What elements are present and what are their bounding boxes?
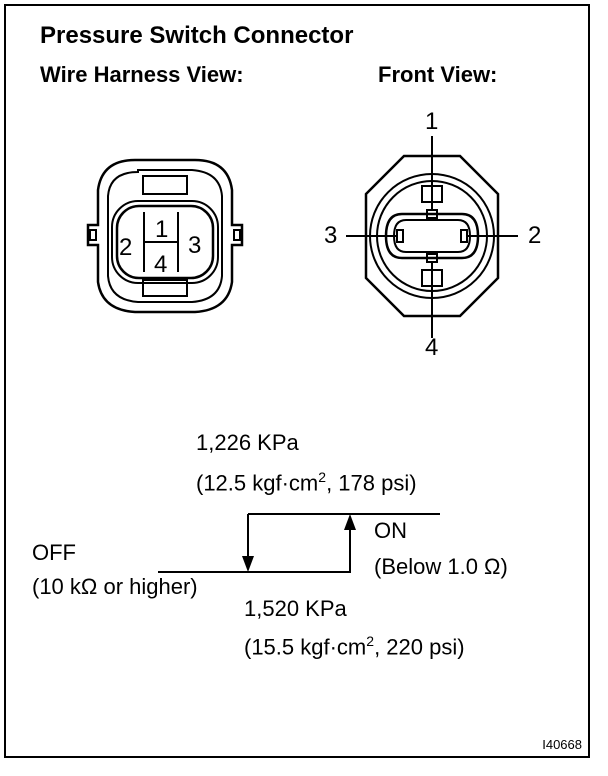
on-resistance-label: (Below 1.0 Ω)	[374, 554, 508, 579]
arrow-up-icon	[344, 514, 356, 530]
off-resistance-label: (10 kΩ or higher)	[32, 574, 198, 599]
harness-pin-1: 1	[155, 216, 169, 243]
harness-pin-3: 3	[188, 232, 202, 259]
front-view-connector	[346, 136, 518, 338]
front-pin-4: 4	[425, 334, 439, 361]
harness-pin-4: 4	[154, 251, 168, 278]
harness-pin-2: 2	[119, 234, 133, 261]
lower-pressure-units: (15.5 $kgf\cdot cm^2$, 220 psi)	[244, 633, 465, 660]
arrow-down-icon	[242, 556, 254, 572]
off-label: OFF	[32, 540, 76, 565]
lower-pressure-label: 1,520 KPa	[244, 596, 347, 621]
front-view-label: Front View:	[378, 62, 498, 87]
diagram-title: Pressure Switch Connector	[40, 22, 354, 49]
wire-harness-view-label: Wire Harness View:	[40, 62, 244, 87]
front-pin-2: 2	[528, 222, 542, 249]
figure-code: I40668	[542, 737, 582, 752]
upper-pressure-label: 1,226 KPa	[196, 430, 299, 455]
upper-pressure-units: (12.5 $kgf\cdot cm^2$, 178 psi)	[196, 469, 417, 496]
on-label: ON	[374, 518, 407, 543]
front-pin-1: 1	[425, 108, 439, 135]
front-pin-3: 3	[324, 222, 338, 249]
